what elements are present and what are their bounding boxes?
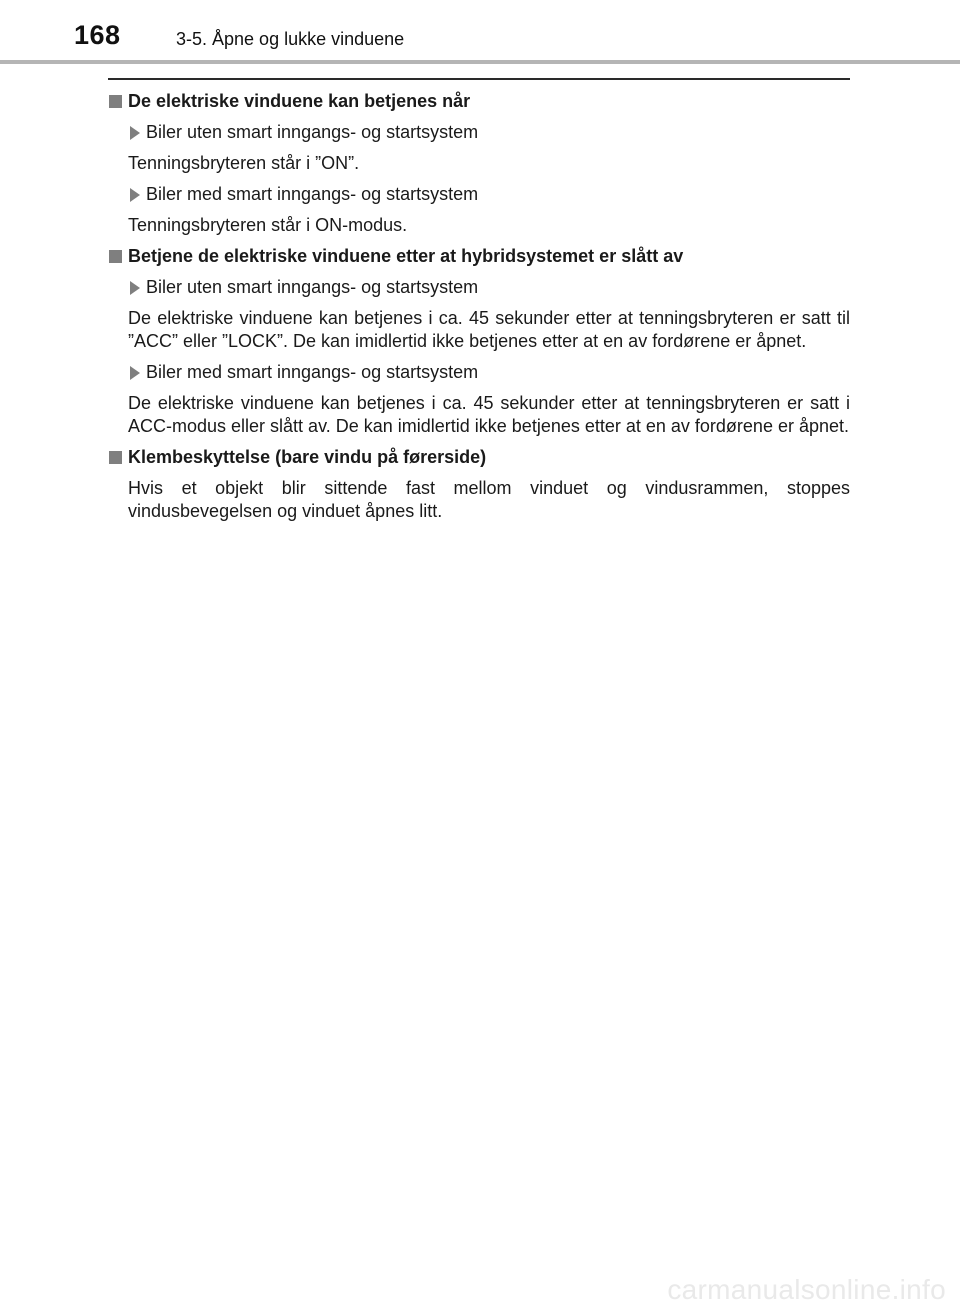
triangle-bullet-icon	[130, 126, 140, 140]
section-heading-3	[108, 446, 850, 469]
subheading-2a	[108, 276, 850, 299]
subheading-text: Biler uten smart inngangs- og startsystem	[146, 277, 479, 297]
section-heading-1	[108, 90, 850, 113]
paragraph-2a: De elektriske vinduene kan betjenes i ca. 45 sekunder etter at tenningsbryteren er satt til ”ACC” eller ”LOCK”. De kan imidlertid ikke betjenes etter at en av fordørene er åpnet.	[128, 308, 850, 351]
subheading-text: Biler uten smart inngangs- og startsystem	[146, 122, 479, 142]
subheading-text: Biler med smart inngangs- og startsystem	[146, 362, 479, 382]
header-rule	[0, 60, 960, 64]
page-number: 168	[74, 20, 121, 50]
square-bullet-icon	[109, 95, 122, 108]
heading-text: Klembeskyttelse (bare vindu på førerside)	[128, 447, 487, 467]
square-bullet-icon	[109, 250, 122, 263]
subheading-1b	[108, 183, 850, 206]
page-content	[108, 90, 850, 531]
paragraph-1b: Tenningsbryteren står i ON-modus.	[128, 215, 408, 235]
paragraph-3: Hvis et objekt blir sittende fast mellom vinduet og vindusrammen, stoppes vindusbevegelsen og vinduet åpnes litt.	[128, 478, 850, 521]
heading-text: Betjene de elektriske vinduene etter at hybridsystemet er slått av	[128, 246, 684, 266]
heading-text: De elektriske vinduene kan betjenes når	[128, 91, 471, 111]
paragraph-2b: De elektriske vinduene kan betjenes i ca. 45 sekunder etter at tenningsbryteren er satt i ACC-modus eller slått av. De kan imidlertid ikke betjenes etter at en av fordørene er åpnet.	[128, 393, 850, 436]
subheading-1a	[108, 121, 850, 144]
triangle-bullet-icon	[130, 188, 140, 202]
triangle-bullet-icon	[130, 281, 140, 295]
subheading-text: Biler med smart inngangs- og startsystem	[146, 184, 479, 204]
subheading-2b	[108, 361, 850, 384]
content-divider	[108, 78, 850, 80]
square-bullet-icon	[109, 451, 122, 464]
triangle-bullet-icon	[130, 366, 140, 380]
section-title: 3-5. Åpne og lukke vinduene	[176, 29, 405, 49]
paragraph-1a: Tenningsbryteren står i ”ON”.	[128, 153, 360, 173]
watermark: carmanualsonline.info	[667, 1274, 946, 1305]
section-heading-2	[108, 245, 850, 268]
